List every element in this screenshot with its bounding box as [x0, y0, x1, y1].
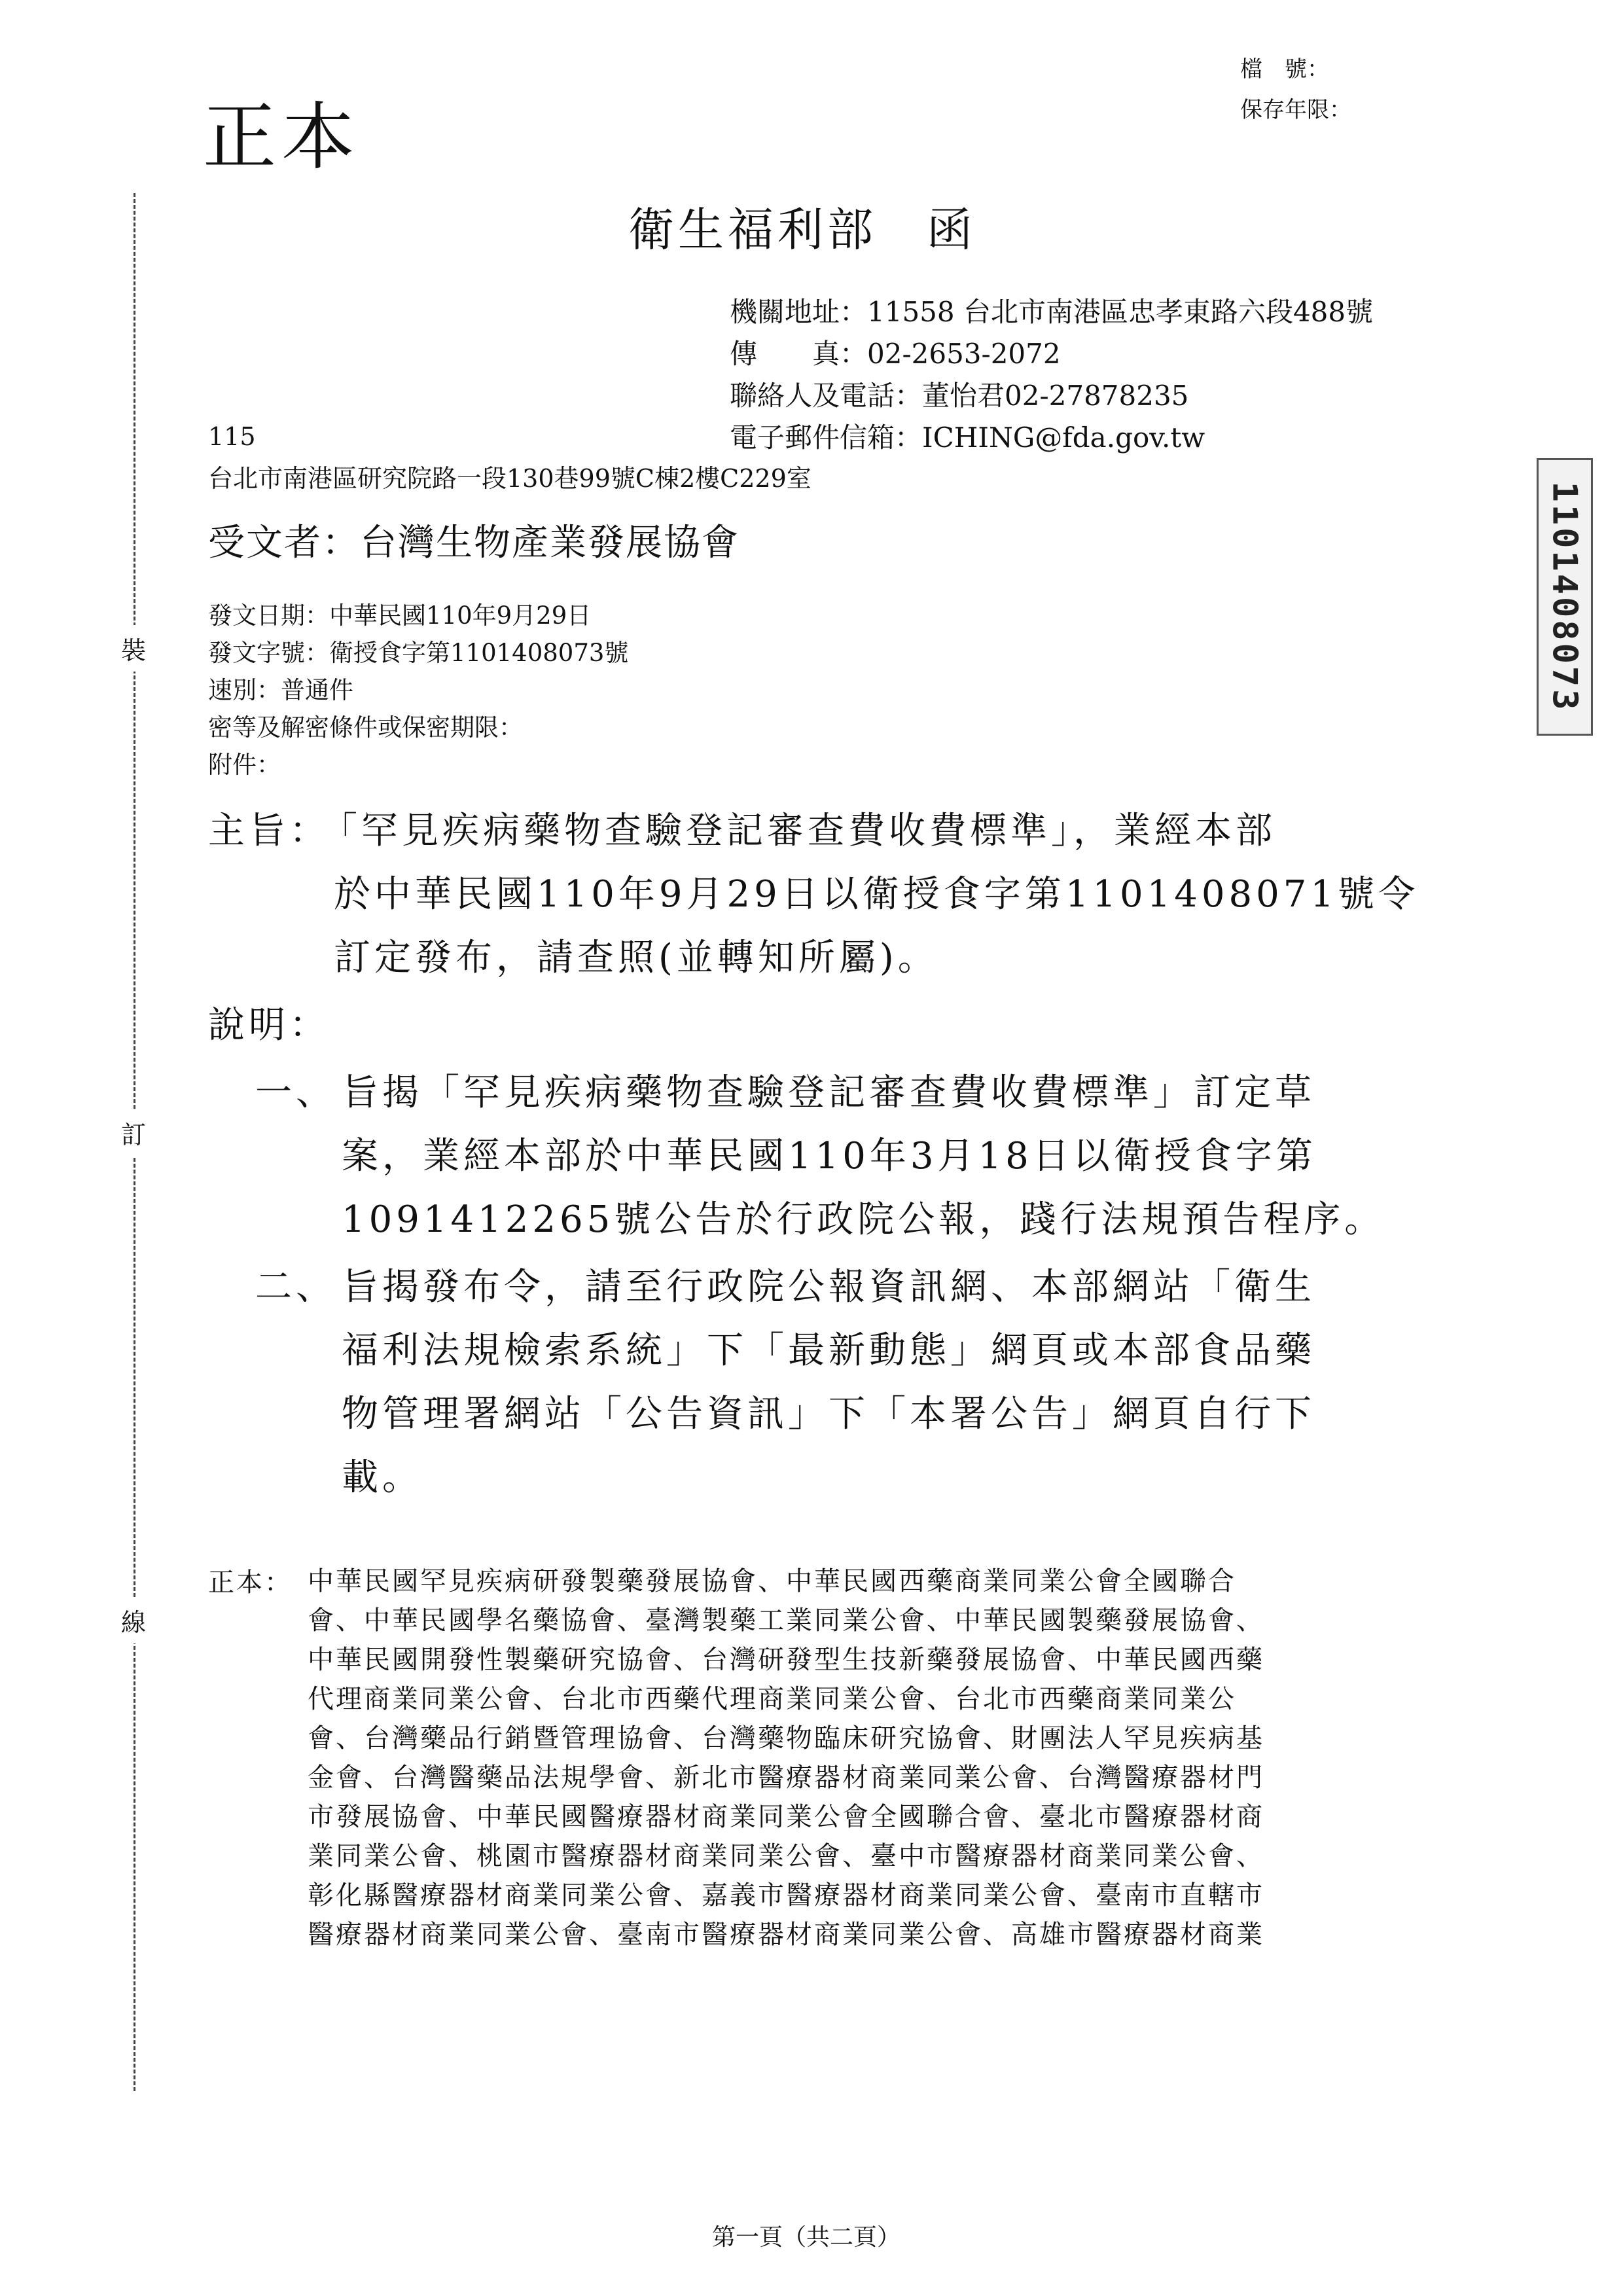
document-number: 發文字號：衛授食字第1101408073號: [208, 639, 629, 667]
receiver-postal-code: 115: [208, 422, 256, 451]
document-meta: [208, 597, 628, 783]
explanation-item-line: 案，業經本部於中華民國110年3月18日以衛授食字第: [342, 1135, 1317, 1177]
subject-line: 訂定發布，請查照(並轉知所屬)。: [334, 937, 938, 979]
cc-line: 業同業公會、桃園市醫療器材商業同業公會、臺中市醫療器材商業同業公會、: [308, 1841, 1264, 1871]
explanation-item-number: 二、: [255, 1266, 336, 1308]
cc-line: 醫療器材商業同業公會、臺南市醫療器材商業同業公會、高雄市醫療器材商業: [308, 1920, 1264, 1950]
cc-line: 中華民國罕見疾病研發製藥發展協會、中華民國西藥商業同業公會全國聯合: [308, 1566, 1236, 1596]
explanation-label: 說明：: [208, 1004, 330, 1047]
agency-address: 機關地址：11558 台北市南港區忠孝東路六段488號: [730, 296, 1374, 328]
binding-mark-stitch: 訂: [118, 1109, 149, 1156]
explanation-item-line: 旨揭「罕見疾病藥物查驗登記審查費收費標準」訂定草: [342, 1071, 1315, 1114]
cc-line: 會、中華民國學名藥協會、臺灣製藥工業同業公會、中華民國製藥發展協會、: [308, 1605, 1264, 1636]
explanation-item-number: 一、: [255, 1071, 336, 1114]
contact-block: [730, 291, 1373, 459]
subject-label: 主旨：: [208, 810, 330, 852]
explanation-item-line: 載。: [342, 1456, 423, 1499]
cc-line: 彰化縣醫療器材商業同業公會、嘉義市醫療器材商業同業公會、臺南市直轄市: [308, 1880, 1264, 1910]
cc-line: 市發展協會、中華民國醫療器材商業同業公會全國聯合會、臺北市醫療器材商: [308, 1802, 1264, 1832]
cc-list: [308, 1562, 1264, 1954]
subject-line: 「罕見疾病藥物查驗登記審查費收費標準」，業經本部: [321, 810, 1276, 852]
explanation-item-line: 1091412265號公告於行政院公報，踐行法規預告程序。: [342, 1198, 1385, 1241]
receiver-address: 台北市南港區研究院路一段130巷99號C棟2樓C229室: [208, 464, 812, 493]
cc-label: 正本：: [208, 1568, 293, 1598]
attachment: 附件：: [208, 751, 281, 779]
explanation-item-line: 福利法規檢索系統」下「最新動態」網頁或本部食品藥: [342, 1329, 1315, 1372]
binding-mark-bind: 裝: [118, 625, 149, 672]
subject-line: 於中華民國110年9月29日以衛授食字第1101408071號令: [334, 873, 1419, 916]
page-number: 第一頁（共二頁）: [712, 2224, 901, 2251]
binding-mark-line: 線: [118, 1597, 149, 1643]
delivery-speed: 速別：普通件: [208, 676, 353, 704]
cc-line: 會、台灣藥品行銷暨管理協會、台灣藥物臨床研究協會、財團法人罕見疾病基: [308, 1723, 1264, 1753]
document-title: 衛生福利部 函: [628, 203, 976, 257]
serial-number-stamp: [1537, 458, 1593, 736]
issue-date: 發文日期：中華民國110年9月29日: [208, 601, 592, 630]
cc-line: 代理商業同業公會、台北市西藥代理商業同業公會、台北市西藥商業同業公: [308, 1684, 1236, 1714]
cc-line: 中華民國開發性製藥研究協會、台灣研發型生技新藥發展協會、中華民國西藥: [308, 1645, 1264, 1675]
serial-number-text: 1101408073: [1545, 481, 1585, 713]
retention-period-label: 保存年限：: [1240, 97, 1351, 123]
contact-person: 聯絡人及電話：董怡君02-27878235: [730, 380, 1189, 412]
cc-line: 金會、台灣醫藥品法規學會、新北市醫療器材商業同業公會、台灣醫療器材門: [308, 1763, 1264, 1793]
file-number-label: 檔 號：: [1240, 56, 1329, 82]
secrecy-level: 密等及解密條件或保密期限：: [208, 713, 523, 742]
email-address: 電子郵件信箱：ICHING@fda.gov.tw: [730, 422, 1205, 454]
recipient: 受文者：台灣生物產業發展協會: [208, 522, 740, 564]
fax-number: 傳 真：02-2653-2072: [730, 338, 1061, 370]
original-copy-mark: 正本: [203, 95, 360, 180]
explanation-item-line: 物管理署網站「公告資訊」下「本署公告」網頁自行下: [342, 1393, 1315, 1435]
explanation-item-line: 旨揭發布令，請至行政院公報資訊網、本部網站「衛生: [342, 1266, 1315, 1308]
